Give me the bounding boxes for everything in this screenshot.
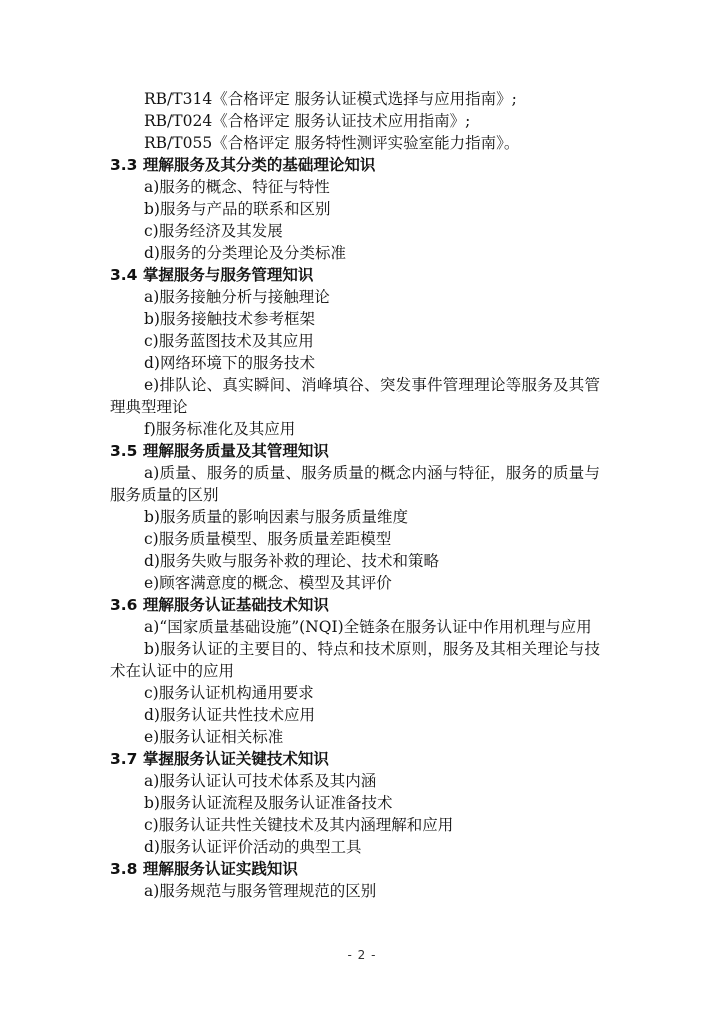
reference-item: RB/T314《合格评定 服务认证模式选择与应用指南》; bbox=[144, 90, 517, 108]
section-item: c)服务质量模型、服务质量差距模型 bbox=[144, 530, 392, 548]
section-item: b)服务接触技术参考框架 bbox=[144, 310, 315, 328]
section-3-6 bbox=[110, 594, 614, 748]
section-item: f)服务标准化及其应用 bbox=[144, 420, 296, 438]
section-heading: 3.3 理解服务及其分类的基础理论知识 bbox=[110, 156, 376, 174]
section-item: d)服务认证评价活动的典型工具 bbox=[144, 838, 362, 856]
section-item: d)服务认证共性技术应用 bbox=[144, 706, 315, 724]
section-item: a)服务认证认可技术体系及其内涵 bbox=[144, 772, 377, 790]
section-item: b)服务质量的影响因素与服务质量维度 bbox=[144, 508, 408, 526]
section-item: a)服务规范与服务管理规范的区别 bbox=[144, 882, 377, 900]
section-heading: 3.4 掌握服务与服务管理知识 bbox=[110, 266, 314, 284]
reference-item: RB/T024《合格评定 服务认证技术应用指南》; bbox=[144, 112, 471, 130]
section-item: a)“国家质量基础设施”(NQI)全链条在服务认证中作用机理与应用 bbox=[144, 618, 592, 636]
section-heading: 3.5 理解服务质量及其管理知识 bbox=[110, 442, 329, 460]
section-3-4 bbox=[110, 264, 614, 440]
section-3-5 bbox=[110, 440, 614, 594]
page-number: - 2 - bbox=[347, 948, 377, 962]
section-item: c)服务蓝图技术及其应用 bbox=[144, 332, 314, 350]
section-item: e)顾客满意度的概念、模型及其评价 bbox=[144, 574, 392, 592]
section-item: b)服务与产品的联系和区别 bbox=[144, 200, 331, 218]
section-item: a)服务接触分析与接触理论 bbox=[144, 288, 330, 306]
section-item: d)服务的分类理论及分类标准 bbox=[144, 244, 346, 262]
section-item: d)服务失败与服务补救的理论、技术和策略 bbox=[144, 552, 439, 570]
section-3-3 bbox=[110, 154, 614, 264]
section-item: b)服务认证的主要目的、特点和技术原则，服务及其相关理论与技术在认证中的应用 bbox=[110, 640, 600, 680]
reference-item: RB/T055《合格评定 服务特性测评实验室能力指南》。 bbox=[144, 134, 520, 152]
section-item: a)服务的概念、特征与特性 bbox=[144, 178, 330, 196]
reference-list bbox=[110, 88, 614, 154]
section-item: e)排队论、真实瞬间、消峰填谷、突发事件管理理论等服务及其管理典型理论 bbox=[110, 376, 600, 416]
section-heading: 3.6 理解服务认证基础技术知识 bbox=[110, 596, 329, 614]
section-item: c)服务认证共性关键技术及其内涵理解和应用 bbox=[144, 816, 454, 834]
section-item: d)网络环境下的服务技术 bbox=[144, 354, 315, 372]
section-heading: 3.8 理解服务认证实践知识 bbox=[110, 860, 298, 878]
document-body bbox=[110, 88, 614, 902]
section-item: c)服务认证机构通用要求 bbox=[144, 684, 314, 702]
section-item: e)服务认证相关标准 bbox=[144, 728, 284, 746]
section-heading: 3.7 掌握服务认证关键技术知识 bbox=[110, 750, 329, 768]
section-item: a)质量、服务的质量、服务质量的概念内涵与特征，服务的质量与服务质量的区别 bbox=[110, 464, 600, 504]
section-3-7 bbox=[110, 748, 614, 858]
section-item: c)服务经济及其发展 bbox=[144, 222, 283, 240]
section-item: b)服务认证流程及服务认证准备技术 bbox=[144, 794, 393, 812]
section-3-8 bbox=[110, 858, 614, 902]
